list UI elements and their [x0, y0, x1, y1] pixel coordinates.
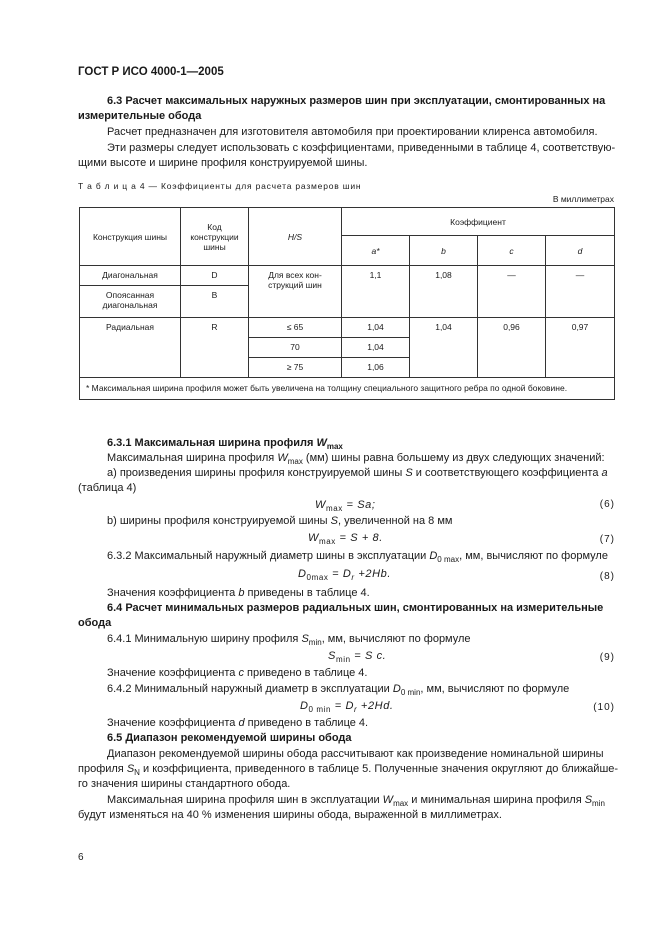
section-6-5-para-1-cont: профиля $S_N$ и коэффициента, приведенного в таблице 5. Полученные значения округляют до ближайше-: [78, 763, 619, 778]
formula-6-number: (6): [599, 499, 615, 510]
formula-9-number: (9): [599, 652, 615, 663]
row-all-d: —: [546, 266, 615, 318]
table-footnote: * Максимальная ширина профиля может быть увеличена на толщину специального защитного ребра по одной боковине.: [80, 378, 615, 400]
row-radial-hs-2: 70: [249, 338, 342, 358]
formula-10-number: (10): [593, 702, 615, 713]
row-diagonal-name: Диагональная: [80, 266, 181, 286]
table-units: В миллиметрах: [552, 194, 614, 204]
row-radial-name: Радиальная: [80, 318, 181, 378]
section-6-4-title: 6.4 Расчет минимальных размеров радиальных шин, смонтированных на измерительные: [107, 602, 604, 614]
section-6-4-1-note: Значение коэффициента c приведено в таблице 4.: [107, 667, 368, 679]
row-radial-code: R: [181, 318, 249, 378]
formula-10: $D_{0 min} = D_r +2Hd$.: [300, 700, 394, 715]
coefficients-table: [79, 207, 615, 400]
row-radial-d: 0,97: [546, 318, 615, 378]
row-belted-code: B: [181, 286, 249, 318]
page-number: 6: [78, 852, 84, 863]
table-caption: Т а б л и ц а 4 — Коэффициенты для расчета размеров шин: [78, 181, 362, 191]
section-6-5-para-1: Диапазон рекомендуемой ширины обода рассчитывают как произведение номинальной ширины: [107, 748, 604, 760]
item-a-cont: (таблица 4): [78, 482, 137, 494]
row-radial-b: 1,04: [410, 318, 478, 378]
section-6-3-title-cont: измерительные обода: [78, 110, 202, 122]
row-radial-a-2: 1,04: [342, 338, 410, 358]
header-d: d: [546, 236, 615, 266]
section-6-3-title: 6.3 Расчет максимальных наружных размеров шин при эксплуатации, смонтированных на: [107, 95, 606, 107]
formula-8-number: (8): [599, 571, 615, 582]
section-6-4-2-para: 6.4.2 Минимальный наружный диаметр в эксплуатации $D_{0 min}$, мм, вычисляют по формуле: [107, 683, 570, 698]
row-all-a: 1,1: [342, 266, 410, 318]
row-all-c: —: [478, 266, 546, 318]
section-6-3-para-1: Расчет предназначен для изготовителя автомобиля при проектировании клиренса автомобиля.: [107, 126, 598, 138]
formula-6: $W_{max} = Sa$;: [315, 499, 376, 514]
section-6-4-title-cont: обода: [78, 617, 112, 629]
formula-7: $W_{max} = S + 8$.: [308, 532, 383, 547]
row-all-hs: Для всех кон-струкций шин: [249, 266, 342, 318]
header-c: c: [478, 236, 546, 266]
header-code: Код конструкции шины: [181, 208, 249, 266]
formula-9: $S_{min} = S$ c.: [328, 650, 387, 665]
header-hs: H/S: [249, 208, 342, 266]
row-all-b: 1,08: [410, 266, 478, 318]
item-a: а) произведения ширины профиля конструируемой шины S и соответствующего коэффициента a: [107, 467, 608, 479]
row-radial-hs-3: ≥ 75: [249, 358, 342, 378]
section-6-3-para-2: Эти размеры следует использовать с коэффициентами, приведенными в таблице 4, соответствую-: [107, 142, 616, 154]
section-6-4-2-note: Значение коэффициента d приведено в таблице 4.: [107, 717, 369, 729]
section-6-5-para-2-cont: будут изменяться на 40 % изменения ширины обода, выраженной в миллиметрах.: [78, 809, 502, 821]
section-6-3-para-2-cont: щими высоте и ширине профиля конструируемой шины.: [78, 157, 368, 169]
section-6-5-para-2: Максимальная ширина профиля шин в эксплуатации $W_{max}$ и минимальная ширина профиля $S_{min}$: [107, 794, 605, 809]
section-6-5-title: 6.5 Диапазон рекомендуемой ширины обода: [107, 732, 352, 744]
section-6-3-2-para: 6.3.2 Максимальный наружный диаметр шины в эксплуатации $D_{0 max}$, мм, вычисляют по формуле: [107, 550, 608, 565]
header-a: a*: [342, 236, 410, 266]
row-belted-name: Опоясанная диагональная: [80, 286, 181, 318]
section-6-3-1-title: 6.3.1 Максимальная ширина профиля $W_{max}$: [107, 437, 343, 452]
header-b: b: [410, 236, 478, 266]
row-radial-a-1: 1,04: [342, 318, 410, 338]
item-b: b) ширины профиля конструируемой шины S, увеличенной на 8 мм: [107, 515, 453, 527]
row-radial-hs-1: ≤ 65: [249, 318, 342, 338]
row-radial-a-3: 1,06: [342, 358, 410, 378]
header-construction: Конструкция шины: [80, 208, 181, 266]
section-6-3-1-para: Максимальная ширина профиля $W_{max}$ (мм) шины равна большему из двух следующих значений:: [107, 452, 605, 467]
formula-8: $D_{0max} = D_r +2Hb$.: [298, 568, 391, 583]
section-6-3-2-note: Значения коэффициента b приведены в таблице 4.: [107, 587, 370, 599]
section-6-4-1-para: 6.4.1 Минимальную ширину профиля $S_{min}$, мм, вычисляют по формуле: [107, 633, 471, 648]
document-header: ГОСТ Р ИСО 4000-1—2005: [78, 66, 224, 78]
formula-7-number: (7): [599, 534, 615, 545]
row-diagonal-code: D: [181, 266, 249, 286]
row-radial-c: 0,96: [478, 318, 546, 378]
header-coefficient: Коэффициент: [342, 208, 615, 236]
section-6-5-para-1-end: го значения ширины стандартного обода.: [78, 778, 291, 790]
